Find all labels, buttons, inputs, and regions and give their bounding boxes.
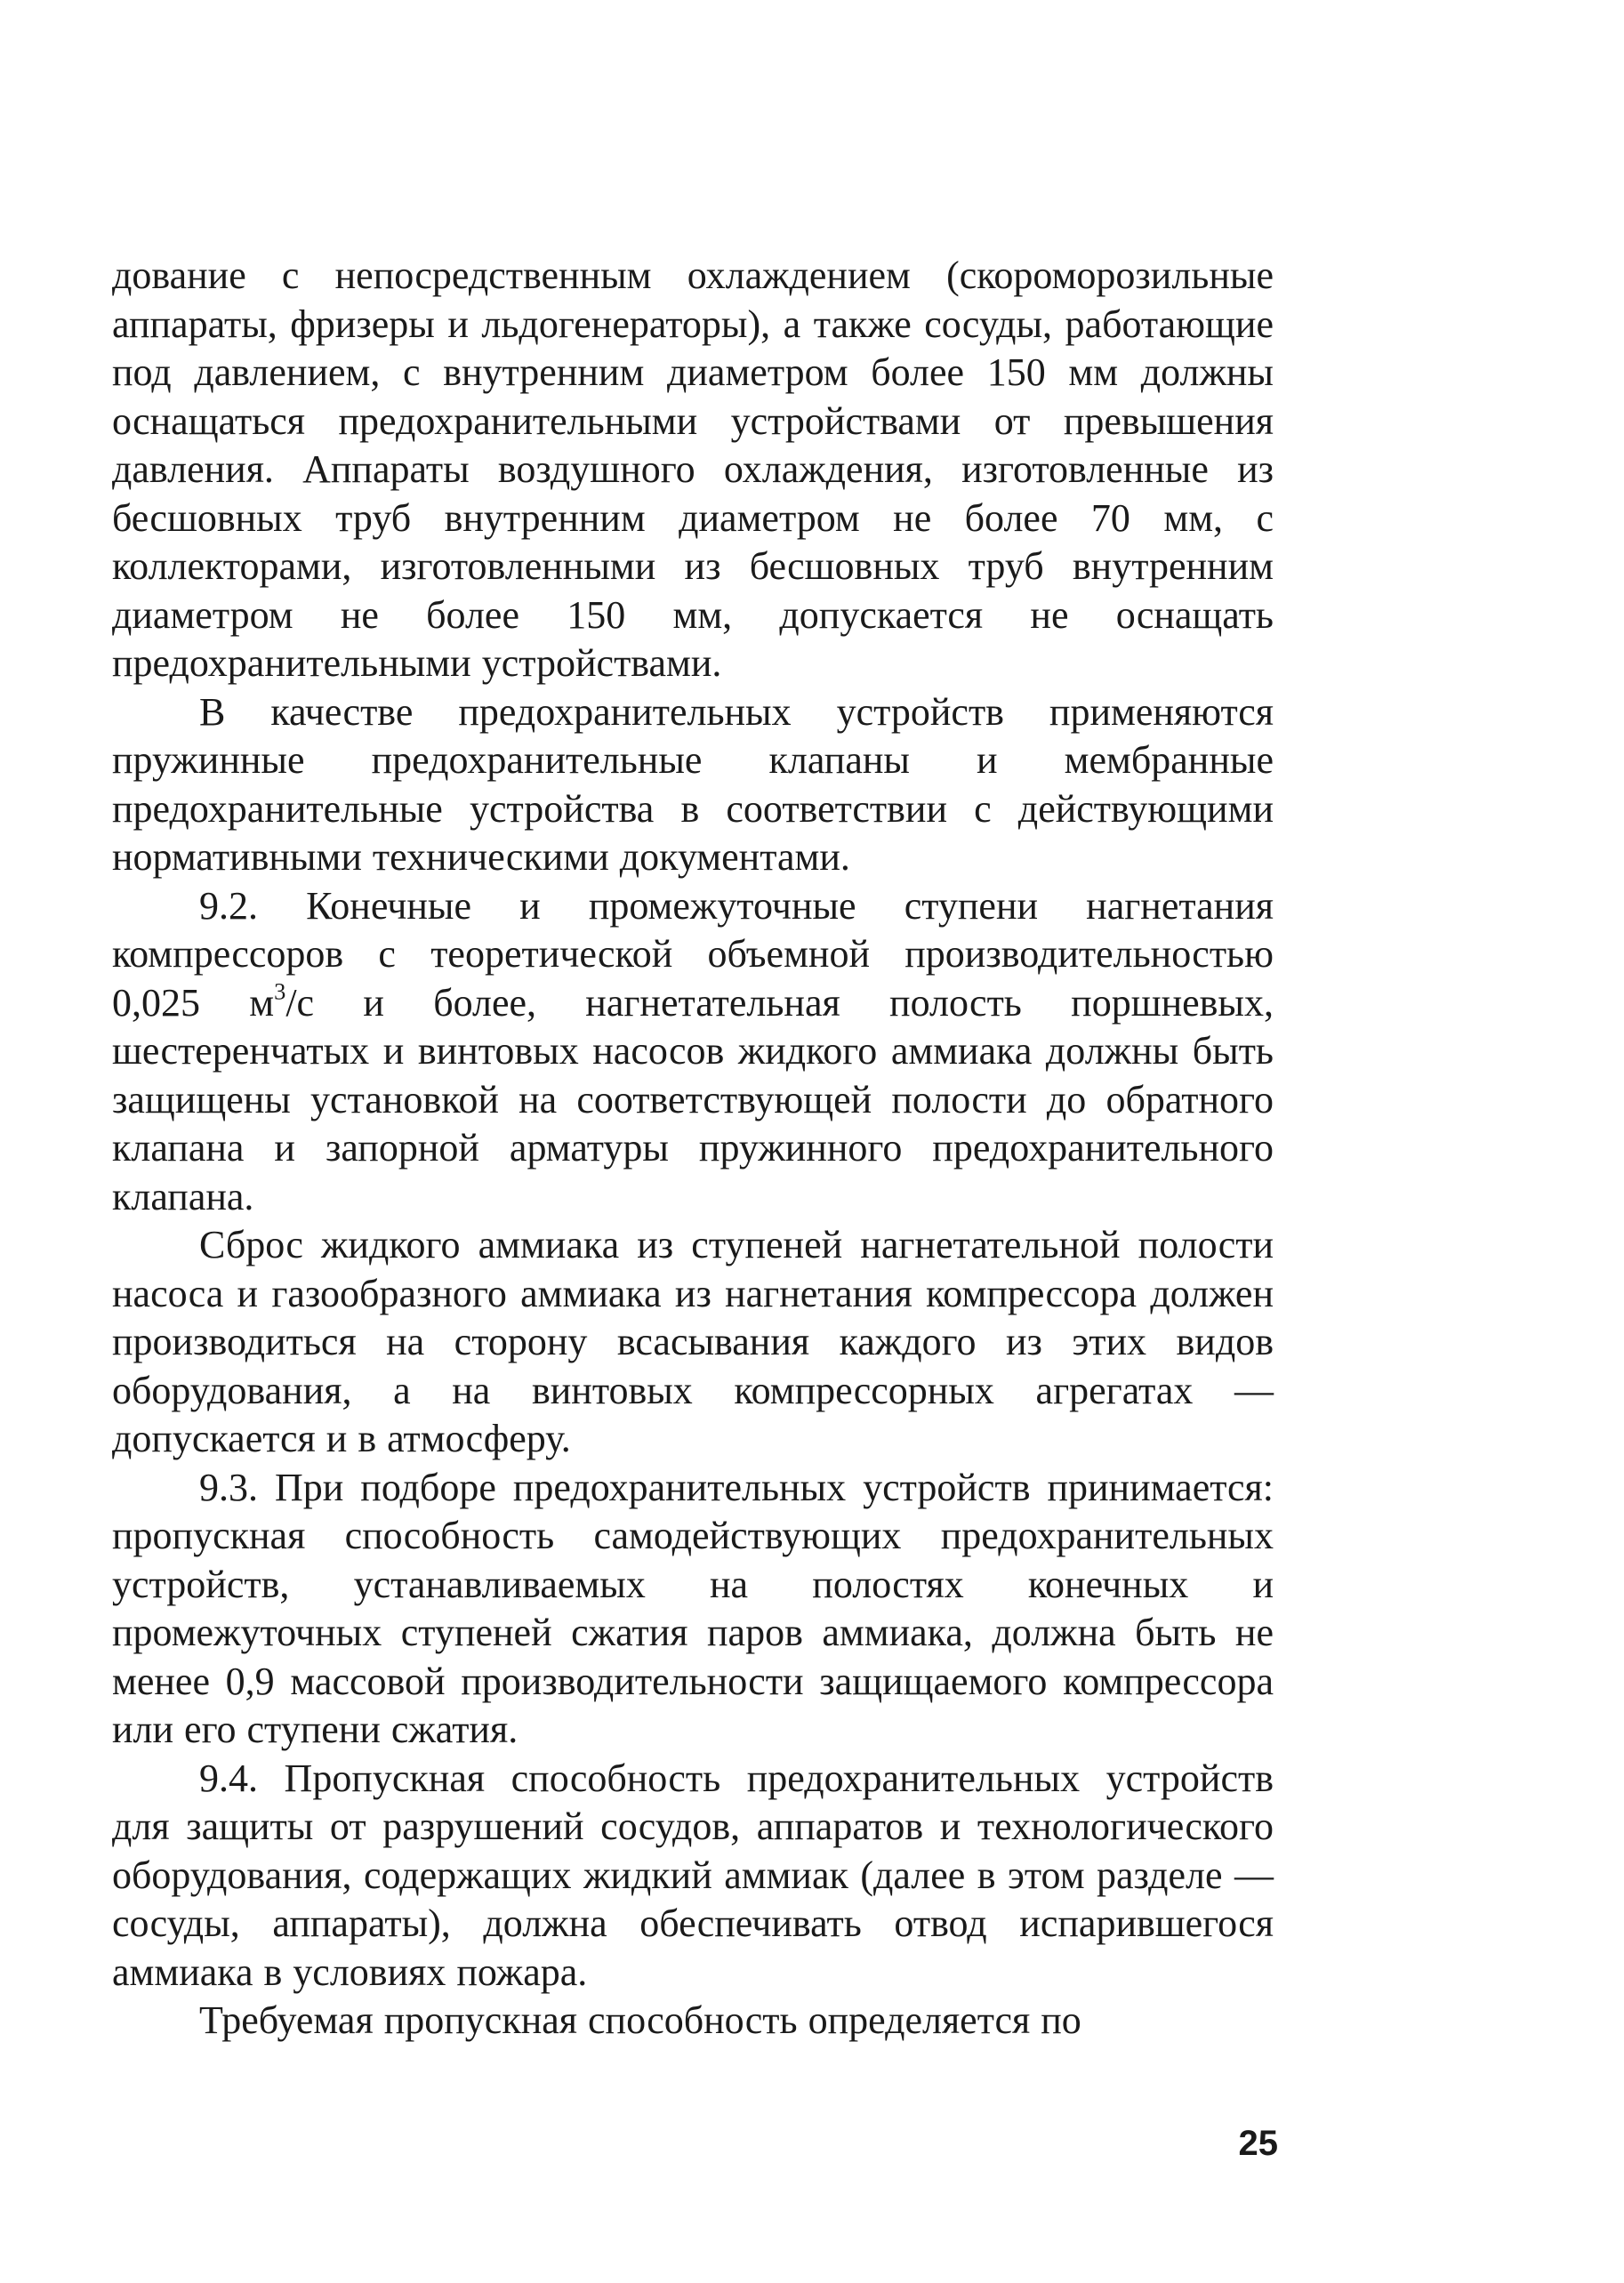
paragraph-9-2 [112,882,1274,1222]
paragraph-required-capacity [112,1997,1274,2046]
body-text [112,252,1274,2046]
paragraph-9-3 [112,1464,1274,1755]
paragraph-ammonia-discharge [112,1221,1274,1464]
paragraph-9-4 [112,1755,1274,1998]
paragraph-text: 9.3. При подборе предохранительных устройств принимается: пропускная способность самодействующих предохранительных устройств, устанавливаемых на полостях конечных и промежуточных ступеней сжатия паров аммиака, должна быть не менее 0,9 массовой производительности защищаемого компрессора или его ступени сжатия. [112,1465,1274,1751]
paragraph-text: 9.4. Пропускная способность предохранительных устройств для защиты от разрушений сосудов, аппаратов и технологического оборудования, содержащих жидкий аммиак (далее в этом разделе — сосуды, аппараты), должна обеспечивать отвод испарившегося аммиака в условиях пожара. [112,1756,1274,1994]
superscript-exponent: 3 [274,977,286,1005]
paragraph-text: В качестве предохранительных устройств применяются пружинные предохранительные клапаны и мембранные предохранительные устройства в соответствии с действующими нормативными техническими документами. [112,689,1274,879]
paragraph-text: /с и более, нагнетательная полость поршневых, шестеренчатых и винтовых насосов жидкого аммиака должны быть защищены установкой на соответствующей полости до обратного клапана и запорной арматуры пружинного предохранительного клапана. [112,980,1274,1218]
page-number: 25 [1238,2124,1278,2163]
paragraph-safety-devices [112,688,1274,882]
paragraph-continuation [112,252,1274,688]
paragraph-text: Сброс жидкого аммиака из ступеней нагнетательной полости насоса и газообразного аммиака из нагнетания компрессора должен производиться на сторону всасывания каждого из этих видов оборудования, а на винтовых компрессорных агрегатах — допускается и в атмосферу. [112,1223,1274,1460]
paragraph-text: 9.2. Конечные и промежуточные ступени нагнетания компрессоров с теоретической объемной производительностью 0,025 м [112,883,1274,1025]
paragraph-text: Требуемая пропускная способность определяется по [199,1998,1081,2042]
paragraph-text: дование с непосредственным охлаждением (скороморозильные аппараты, фризеры и льдогенераторы), а также сосуды, работающие под давлением, с внутренним диаметром более 150 мм должны оснащаться предохранительными устройствами от превышения давления. Аппараты воздушного охлаждения, изготовленные из бесшовных труб внутренним диаметром не более 70 мм, с коллекторами, изготовленными из бесшовных труб внутренним диаметром не более 150 мм, допускается не оснащать предохранительными устройствами. [112,253,1274,685]
